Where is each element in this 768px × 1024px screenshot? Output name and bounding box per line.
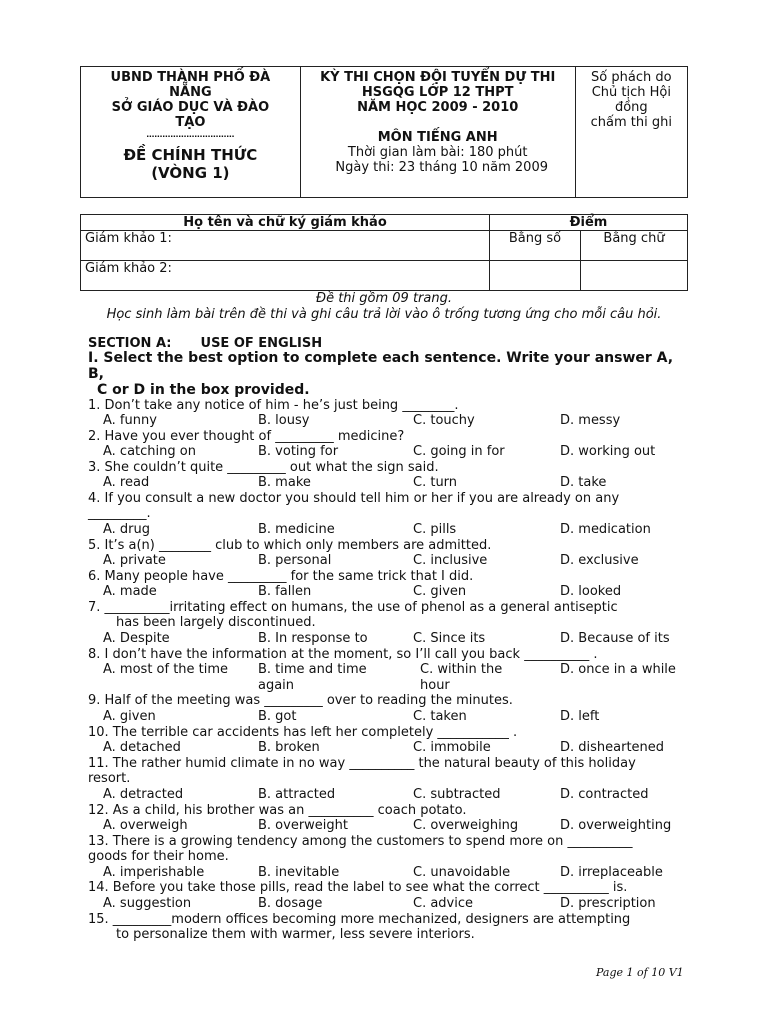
question-10: 10. The terrible car accidents has left her completely ___________ . (88, 725, 518, 740)
examiner-column-header: Họ tên và chữ ký giám khảo (81, 215, 490, 231)
part-instruction (88, 350, 688, 398)
authority-line-4: TẠO (175, 115, 206, 130)
option-b: B. voting for (258, 444, 339, 459)
option-a: A. Despite (103, 631, 170, 646)
question-11: 11. The rather humid climate in no way __________ the natural beauty of this holiday (88, 756, 636, 771)
option-a: A. funny (103, 413, 157, 428)
score-column-header: Điểm (490, 215, 688, 231)
page-footer: Page 1 of 10 V1 (596, 966, 684, 979)
instruction-line-1: I. Select the best option to complete each sentence. Write your answer A, (88, 350, 674, 366)
option-d: D. disheartened (560, 740, 665, 755)
option-d: D. contracted (560, 787, 649, 802)
question-1: 1. Don’t take any notice of him - he’s just being ________. (88, 398, 459, 413)
question-5: 5. It’s a(n) ________ club to which only members are admitted. (88, 538, 492, 553)
question-3: 3. She couldn’t quite _________ out what the sign said. (88, 460, 439, 475)
option-c: C. given (413, 584, 467, 599)
option-a: A. given (103, 709, 156, 724)
score-in-words-header: Bằng chữ (581, 231, 688, 261)
option-a: A. detracted (103, 787, 184, 802)
option-c: C. immobile (413, 740, 491, 755)
question-13: 13. There is a growing tendency among the customers to spend more on __________ (88, 834, 633, 849)
option-b: B. dosage (258, 896, 323, 911)
score-in-words-cell (581, 261, 688, 291)
round-label: (VÒNG 1) (151, 164, 230, 182)
option-c-continued: hour (420, 678, 450, 693)
option-a: A. suggestion (103, 896, 192, 911)
question-13-continued: goods for their home. (88, 849, 229, 864)
code-line-1: Số phách do (591, 70, 672, 85)
option-a: A. most of the time (103, 662, 229, 677)
header-code-cell (575, 67, 687, 198)
instruction-line-2: B, (88, 366, 104, 382)
option-d: D. looked (560, 584, 622, 599)
school-year: NĂM HỌC 2009 - 2010 (357, 100, 519, 115)
question-6: 6. Many people have _________ for the same trick that I did. (88, 569, 474, 584)
exam-duration: Thời gian làm bài: 180 phút (347, 145, 528, 160)
option-c: C. going in for (413, 444, 505, 459)
option-b: B. attracted (258, 787, 336, 802)
option-b: B. broken (258, 740, 320, 755)
option-b: B. medicine (258, 522, 335, 537)
question-4-continued: _________. (88, 506, 151, 521)
exam-date: Ngày thi: 23 tháng 10 năm 2009 (335, 160, 548, 175)
option-a: A. made (103, 584, 157, 599)
option-c: C. within the (420, 662, 503, 677)
option-a: A. overweigh (103, 818, 188, 833)
question-7: 7. __________irritating effect on humans, the use of phenol as a general antiseptic (88, 600, 618, 615)
option-a: A. private (103, 553, 166, 568)
option-c: C. unavoidable (413, 865, 511, 880)
option-c: C. subtracted (413, 787, 501, 802)
option-c: C. overweighing (413, 818, 519, 833)
option-d: D. working out (560, 444, 656, 459)
option-a: A. read (103, 475, 150, 490)
score-in-numbers-header: Bằng số (490, 231, 581, 261)
question-15-continued: to personalize them with warmer, less severe interiors. (116, 927, 475, 942)
authority-divider: …………………………… (146, 130, 235, 139)
option-d: D. medication (560, 522, 651, 537)
option-d: D. irreplaceable (560, 865, 663, 880)
option-d: D. prescription (560, 896, 656, 911)
examiner-2-cell: Giám khảo 2: (81, 261, 490, 291)
section-title: USE OF ENGLISH (200, 336, 323, 351)
option-a: A. detached (103, 740, 181, 755)
option-d: D. exclusive (560, 553, 639, 568)
option-a: A. catching on (103, 444, 196, 459)
exam-header-table (80, 66, 688, 198)
header-authority-cell (81, 67, 301, 198)
option-b: B. overweight (258, 818, 349, 833)
question-15: 15. _________modern offices becoming more mechanized, designers are attempting (88, 912, 631, 927)
option-b: B. fallen (258, 584, 312, 599)
question-14: 14. Before you take those pills, read the label to see what the correct __________ is. (88, 880, 628, 895)
grading-table (80, 214, 688, 291)
option-b: B. got (258, 709, 297, 724)
option-d: D. overweighting (560, 818, 672, 833)
exam-name-line-2: HSGQG LỚP 12 THPT (361, 85, 514, 100)
option-c: C. inclusive (413, 553, 488, 568)
question-4: 4. If you consult a new doctor you should tell him or her if you are already on any (88, 491, 620, 506)
option-a: A. imperishable (103, 865, 205, 880)
instruction-line-3: C or D in the box provided. (97, 382, 310, 398)
option-c: C. touchy (413, 413, 475, 428)
authority-line-3: SỞ GIÁO DỤC VÀ ĐÀO (111, 100, 270, 115)
option-c: C. pills (413, 522, 457, 537)
option-c: C. turn (413, 475, 458, 490)
authority-line-2: NẴNG (169, 85, 212, 100)
question-8: 8. I don’t have the information at the moment, so I’ll call you back __________ . (88, 647, 598, 662)
exam-name-line-1: KỲ THI CHỌN ĐỘI TUYỂN DỰ THI (320, 70, 556, 85)
official-exam-label: ĐỀ CHÍNH THỨC (123, 146, 258, 164)
page-count-note: Đề thi gồm 09 trang. (316, 291, 452, 306)
question-7-continued: has been largely discontinued. (116, 615, 316, 630)
option-d: D. take (560, 475, 607, 490)
subject-title: MÔN TIẾNG ANH (377, 130, 498, 145)
question-12: 12. As a child, his brother was an __________ coach potato. (88, 803, 467, 818)
question-11-continued: resort. (88, 771, 131, 786)
option-d: D. messy (560, 413, 621, 428)
option-b: B. personal (258, 553, 332, 568)
authority-line-1: UBND THÀNH PHỐ ĐÀ (110, 70, 271, 85)
option-c: C. Since its (413, 631, 486, 646)
score-in-numbers-cell (490, 261, 581, 291)
option-b: B. In response to (258, 631, 368, 646)
option-d: D. Because of its (560, 631, 670, 646)
code-line-3: chấm thi ghi (590, 115, 672, 130)
options-8 (88, 662, 688, 694)
question-9: 9. Half of the meeting was _________ over to reading the minutes. (88, 693, 513, 708)
code-line-2: Chủ tịch Hội đồng (591, 85, 671, 115)
section-label: SECTION A: (88, 336, 172, 351)
option-b-continued: again (258, 678, 295, 693)
option-d: D. left (560, 709, 600, 724)
section-heading (88, 336, 322, 351)
option-b: B. lousy (258, 413, 310, 428)
option-c: C. advice (413, 896, 474, 911)
answer-instruction-note: Học sinh làm bài trên đề thi và ghi câu trả lời vào ô trống tương ứng cho mỗi câu hỏi. (106, 307, 662, 322)
option-b: B. inevitable (258, 865, 340, 880)
header-exam-cell (300, 67, 575, 198)
option-b: B. time and time (258, 662, 367, 677)
question-2: 2. Have you ever thought of _________ medicine? (88, 429, 405, 444)
examiner-1-cell: Giám khảo 1: (81, 231, 490, 261)
option-c: C. taken (413, 709, 467, 724)
option-b: B. make (258, 475, 311, 490)
option-d: D. once in a while (560, 662, 676, 677)
option-a: A. drug (103, 522, 151, 537)
